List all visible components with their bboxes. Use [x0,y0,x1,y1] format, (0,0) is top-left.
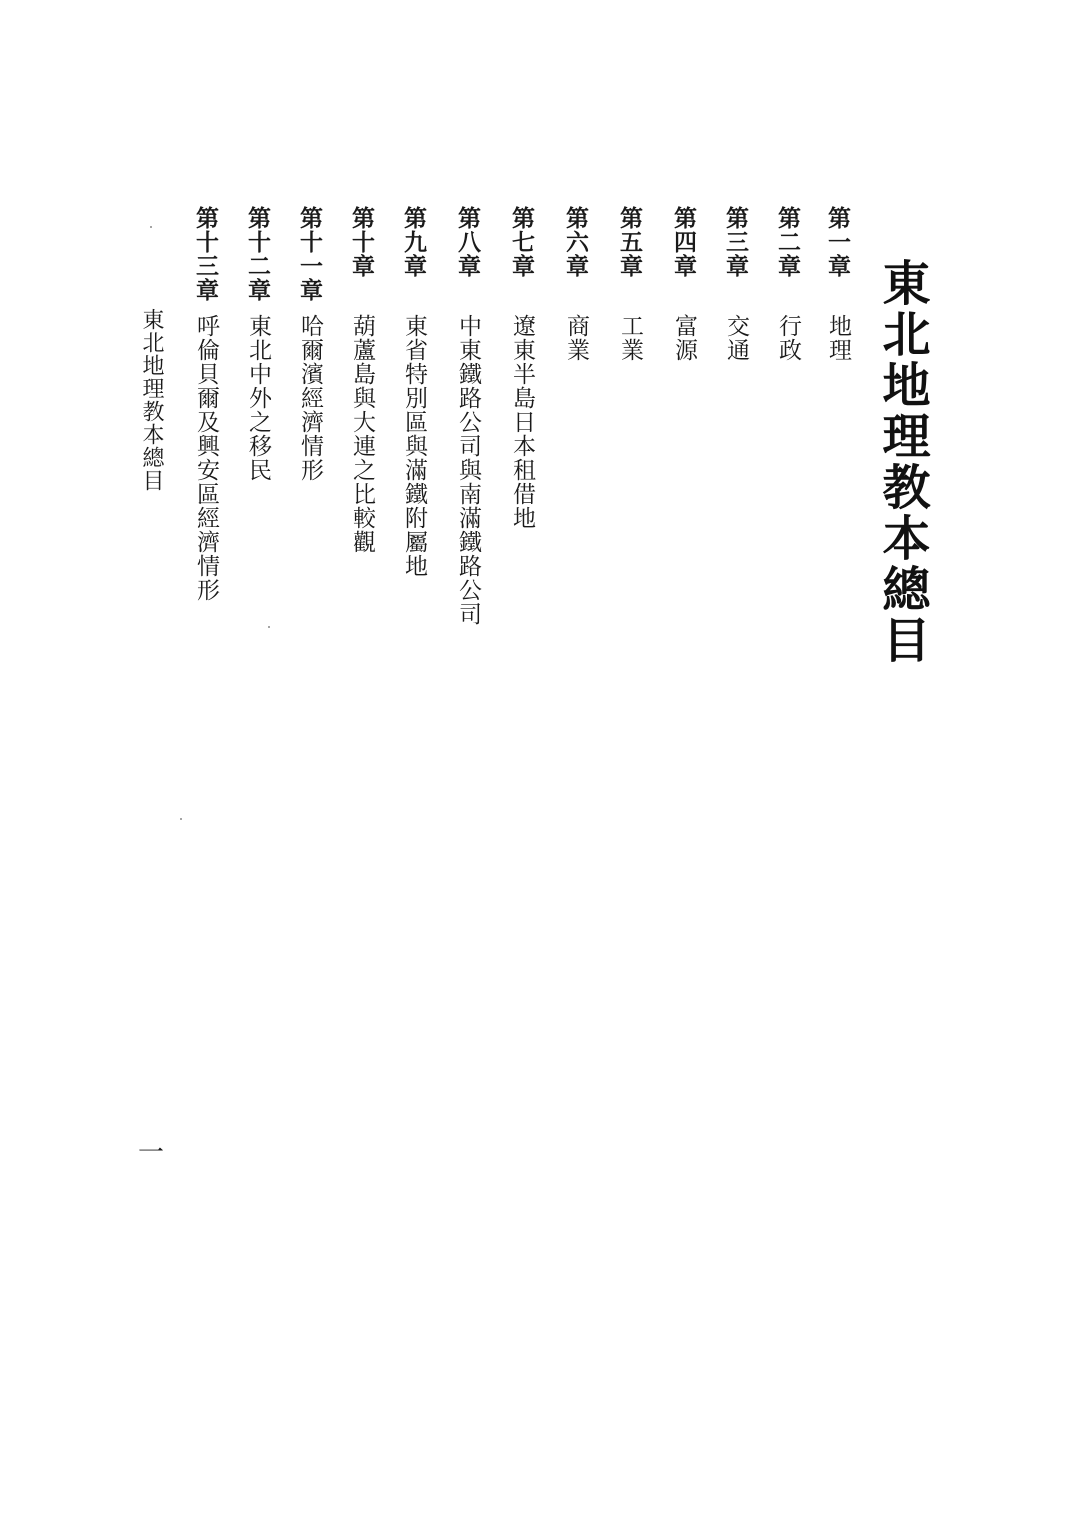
toc-entry [826,206,854,766]
toc-entry [456,206,484,766]
chapter-title: 呼倫貝爾及興安區經濟情形 [193,314,219,602]
page-title: 東北地理教本總目 [874,258,930,666]
chapter-title: 地理 [825,314,851,362]
toc-entry [194,206,222,766]
chapter-number: 第七章 [508,206,535,278]
toc-entry [776,206,804,766]
chapter-title: 葫蘆島與大連之比較觀 [349,314,375,554]
chapter-title: 行政 [775,314,801,362]
chapter-title: 東省特別區與滿鐵附屬地 [401,314,427,578]
toc-entry [298,206,326,766]
chapter-title: 商業 [563,314,589,362]
chapter-title: 工業 [617,314,643,362]
running-footer: 東北地理教本總目 [139,308,164,492]
toc-entry [350,206,378,766]
chapter-number: 第五章 [616,206,643,278]
chapter-number: 第十二章 [244,206,271,302]
chapter-title: 東北中外之移民 [245,314,271,482]
chapter-title: 富源 [671,314,697,362]
chapter-number: 第四章 [670,206,697,278]
chapter-title: 中東鐵路公司與南滿鐵路公司 [455,314,481,626]
chapter-number: 第十一章 [296,206,323,302]
chapter-number: 第九章 [400,206,427,278]
chapter-number: 第八章 [454,206,481,278]
toc-entry [672,206,700,766]
chapter-number: 第十三章 [192,206,219,302]
chapter-number: 第三章 [722,206,749,278]
toc-entry [564,206,592,766]
toc-entry [510,206,538,766]
toc-entry [724,206,752,766]
chapter-title: 遼東半島日本租借地 [509,314,535,530]
scan-speck [180,818,182,820]
scan-speck [150,226,152,228]
chapter-number: 第十章 [348,206,375,278]
toc-entry [402,206,430,766]
toc-entry [618,206,646,766]
toc-entry [246,206,274,766]
chapter-title: 交通 [723,314,749,362]
scan-speck [268,626,270,628]
chapter-title: 哈爾濱經濟情形 [297,314,323,482]
chapter-number: 第二章 [774,206,801,278]
chapter-number: 第一章 [824,206,851,278]
page-number: 一 [138,1138,165,1168]
chapter-number: 第六章 [562,206,589,278]
